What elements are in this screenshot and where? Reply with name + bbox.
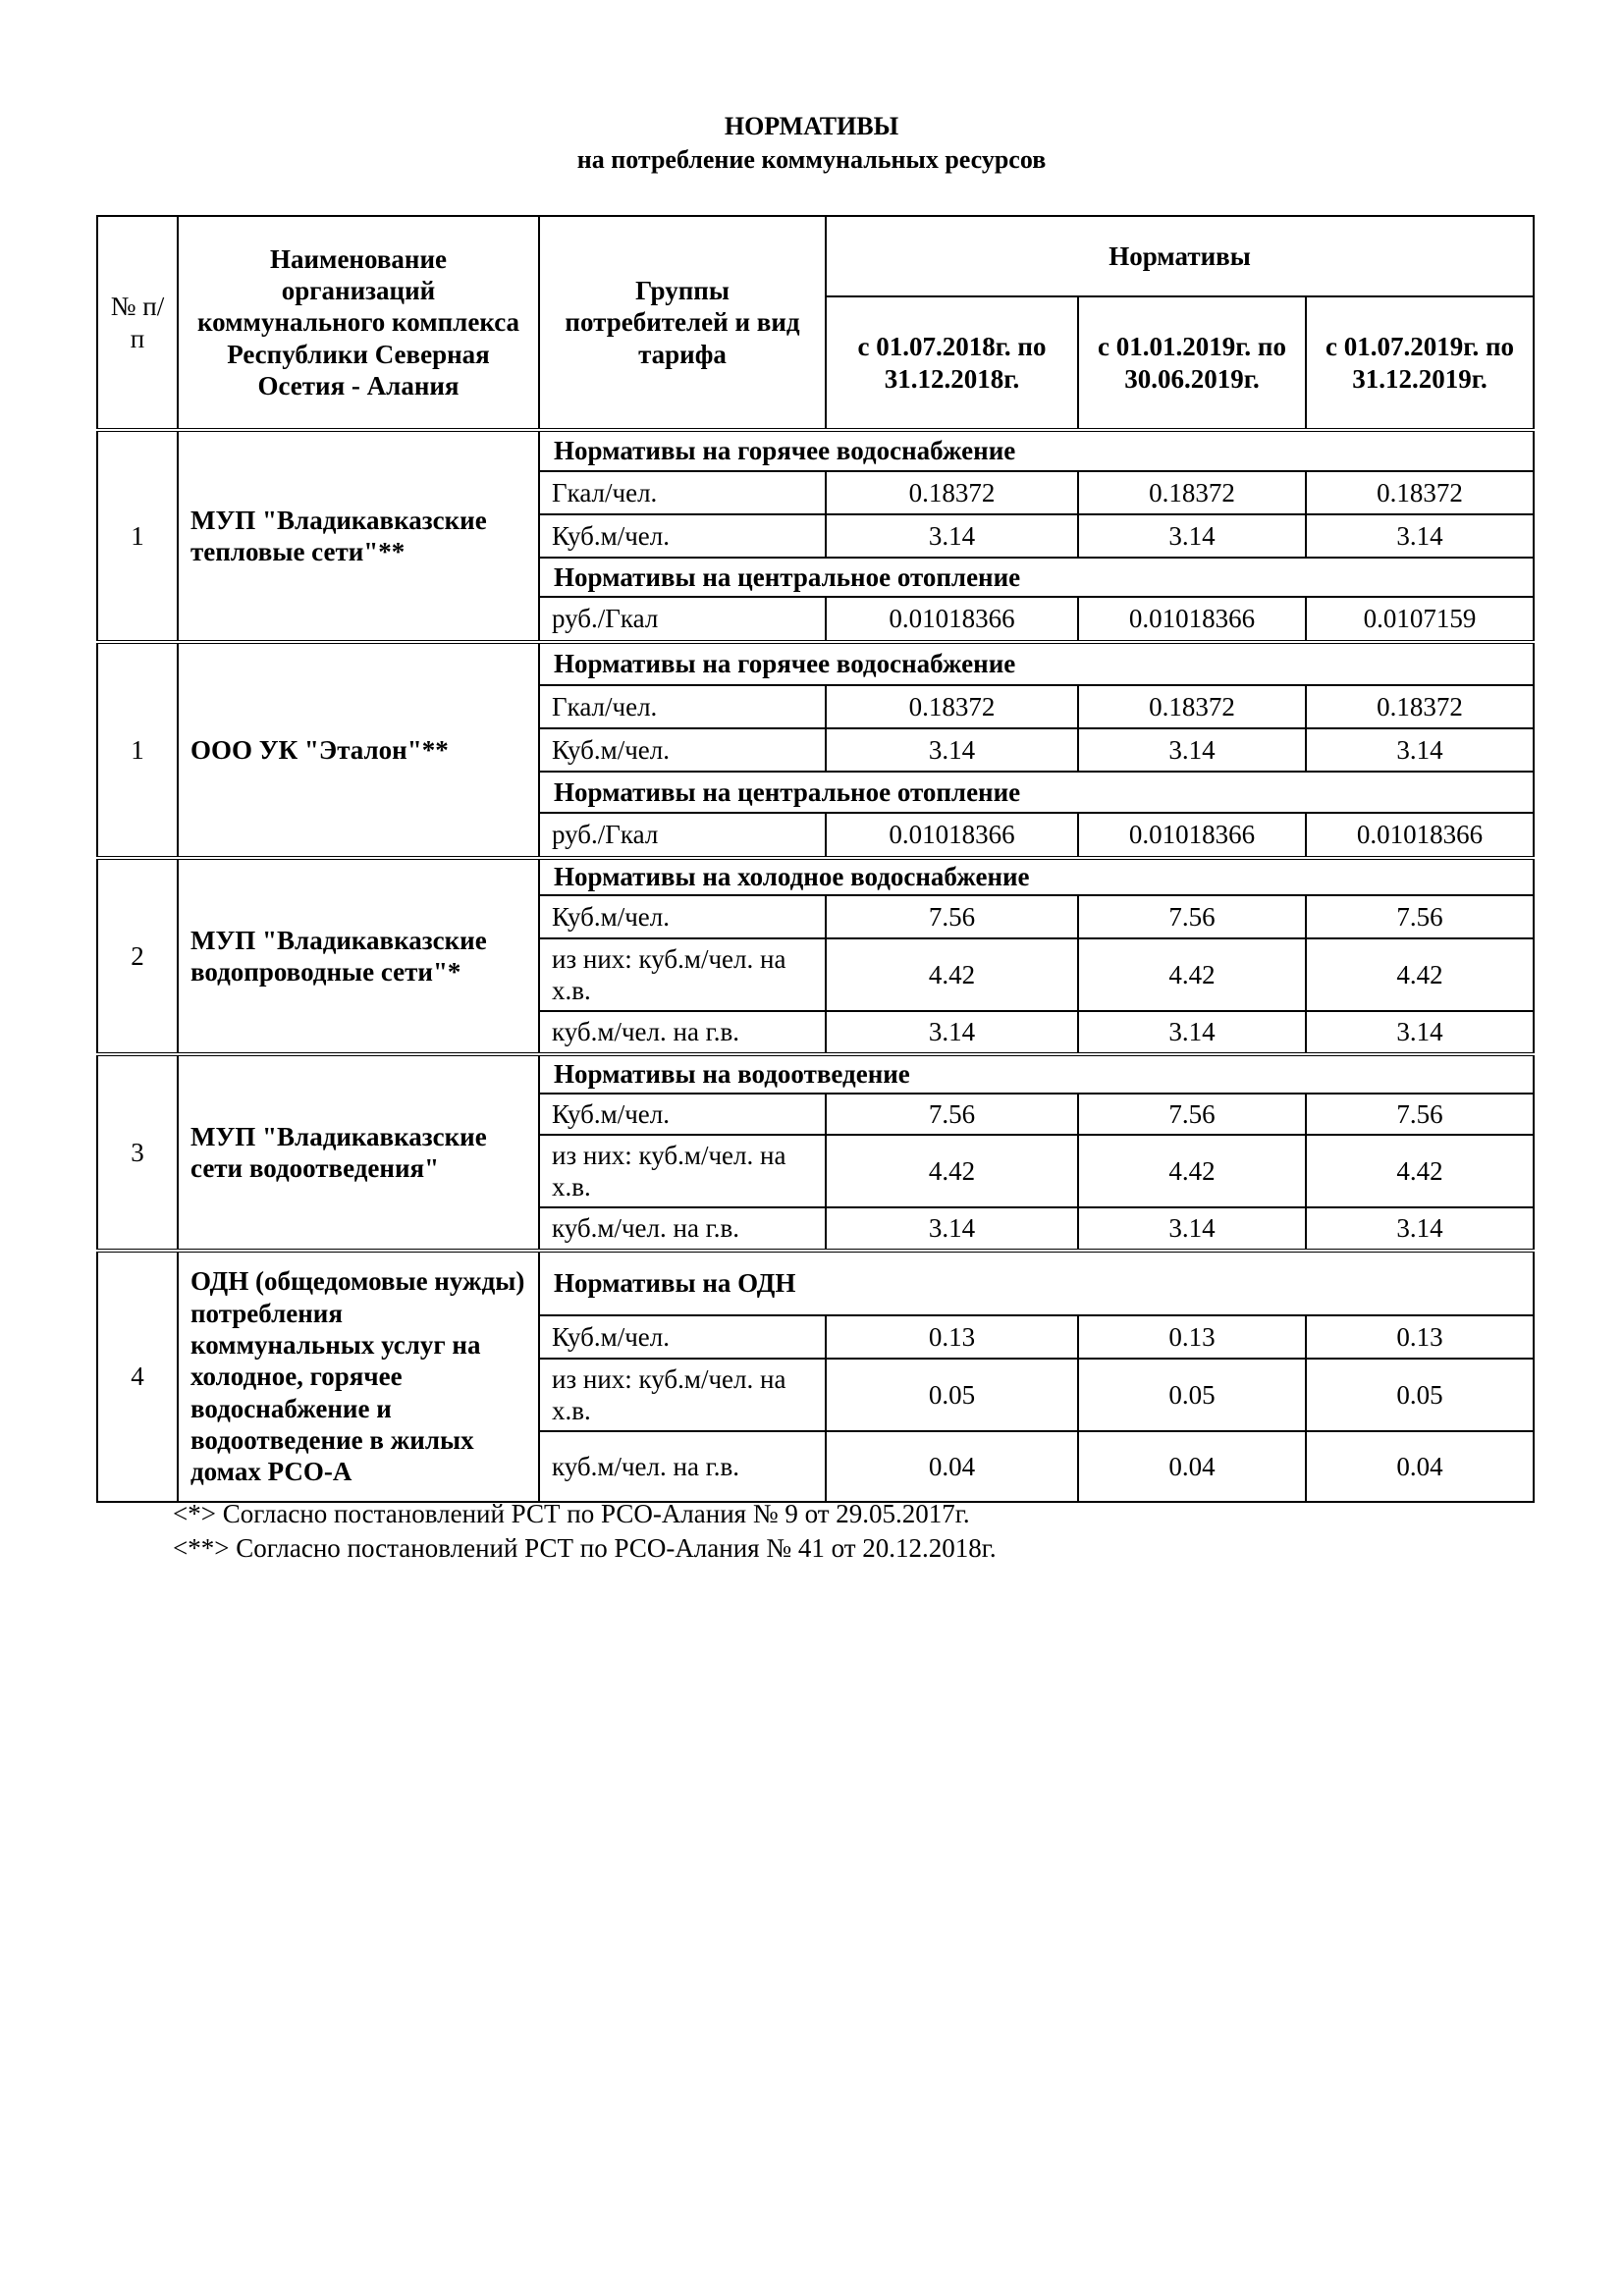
value-cell: 3.14 xyxy=(826,1207,1078,1251)
table-row xyxy=(97,642,1534,685)
value-cell: 4.42 xyxy=(1078,938,1306,1011)
value-cell: 0.01018366 xyxy=(1306,813,1534,858)
value-cell: 0.18372 xyxy=(1078,685,1306,728)
value-cell: 0.05 xyxy=(826,1359,1078,1431)
section-heading: Нормативы на горячее водоснабжение xyxy=(539,642,1534,685)
unit-cell: Куб.м/чел. xyxy=(539,1094,826,1135)
value-cell: 7.56 xyxy=(826,895,1078,938)
value-cell: 0.01018366 xyxy=(1078,597,1306,642)
value-cell: 7.56 xyxy=(826,1094,1078,1135)
row-number: 3 xyxy=(97,1054,178,1251)
unit-cell: руб./Гкал xyxy=(539,597,826,642)
unit-cell: куб.м/чел. на г.в. xyxy=(539,1431,826,1502)
value-cell: 3.14 xyxy=(826,728,1078,772)
header-period-2: с 01.01.2019г. по 30.06.2019г. xyxy=(1078,296,1306,430)
header-period-1: с 01.07.2018г. по 31.12.2018г. xyxy=(826,296,1078,430)
table-row xyxy=(97,1054,1534,1094)
value-cell: 0.04 xyxy=(1078,1431,1306,1502)
table-row xyxy=(97,430,1534,471)
value-cell: 3.14 xyxy=(1078,1011,1306,1054)
value-cell: 0.13 xyxy=(1306,1315,1534,1359)
value-cell: 0.13 xyxy=(1078,1315,1306,1359)
value-cell: 0.18372 xyxy=(826,471,1078,514)
value-cell: 7.56 xyxy=(1078,1094,1306,1135)
value-cell: 3.14 xyxy=(1306,1011,1534,1054)
unit-cell: Куб.м/чел. xyxy=(539,514,826,558)
value-cell: 7.56 xyxy=(1306,895,1534,938)
value-cell: 4.42 xyxy=(1306,938,1534,1011)
value-cell: 0.04 xyxy=(1306,1431,1534,1502)
row-number: 2 xyxy=(97,858,178,1054)
value-cell: 3.14 xyxy=(826,1011,1078,1054)
org-name: ООО УК "Эталон"** xyxy=(178,642,539,858)
section-heading: Нормативы на горячее водоснабжение xyxy=(539,430,1534,471)
value-cell: 3.14 xyxy=(826,514,1078,558)
org-name: МУП "Владикавказские сети водоотведения" xyxy=(178,1054,539,1251)
section-heading: Нормативы на водоотведение xyxy=(539,1054,1534,1094)
value-cell: 0.05 xyxy=(1078,1359,1306,1431)
section-heading: Нормативы на ОДН xyxy=(539,1251,1534,1315)
unit-cell: Куб.м/чел. xyxy=(539,728,826,772)
value-cell: 4.42 xyxy=(1078,1135,1306,1207)
value-cell: 4.42 xyxy=(826,1135,1078,1207)
row-number: 4 xyxy=(97,1251,178,1502)
unit-cell: руб./Гкал xyxy=(539,813,826,858)
value-cell: 0.18372 xyxy=(1078,471,1306,514)
value-cell: 0.01018366 xyxy=(826,813,1078,858)
value-cell: 3.14 xyxy=(1306,728,1534,772)
section-heading: Нормативы на холодное водоснабжение xyxy=(539,858,1534,895)
value-cell: 0.04 xyxy=(826,1431,1078,1502)
value-cell: 3.14 xyxy=(1306,1207,1534,1251)
unit-cell: куб.м/чел. на г.в. xyxy=(539,1011,826,1054)
section-heading: Нормативы на центральное отопление xyxy=(539,558,1534,597)
header-group: Группы потребителей и вид тарифа xyxy=(539,216,826,430)
unit-cell: Гкал/чел. xyxy=(539,685,826,728)
section-heading: Нормативы на центральное отопление xyxy=(539,772,1534,813)
row-number: 1 xyxy=(97,430,178,642)
value-cell: 3.14 xyxy=(1078,1207,1306,1251)
value-cell: 0.05 xyxy=(1306,1359,1534,1431)
header-period-3: с 01.07.2019г. по 31.12.2019г. xyxy=(1306,296,1534,430)
value-cell: 0.0107159 xyxy=(1306,597,1534,642)
footnote: <**> Согласно постановлений РСТ по РСО-Алания № 41 от 20.12.2018г. xyxy=(173,1533,997,1563)
norms-table xyxy=(96,215,1535,1503)
value-cell: 0.18372 xyxy=(826,685,1078,728)
value-cell: 7.56 xyxy=(1078,895,1306,938)
org-name: МУП "Владикавказские водопроводные сети"* xyxy=(178,858,539,1054)
footnote: <*> Согласно постановлений РСТ по РСО-Алания № 9 от 29.05.2017г. xyxy=(173,1499,970,1528)
unit-cell: из них: куб.м/чел. на х.в. xyxy=(539,938,826,1011)
table-row xyxy=(97,1251,1534,1315)
org-name: МУП "Владикавказские тепловые сети"** xyxy=(178,430,539,642)
page-subtitle: на потребление коммунальных ресурсов xyxy=(576,145,1047,174)
value-cell: 0.13 xyxy=(826,1315,1078,1359)
value-cell: 0.18372 xyxy=(1306,685,1534,728)
table-row xyxy=(97,858,1534,895)
page-title: НОРМАТИВЫ xyxy=(724,112,899,140)
value-cell: 0.01018366 xyxy=(826,597,1078,642)
unit-cell: из них: куб.м/чел. на х.в. xyxy=(539,1135,826,1207)
value-cell: 0.01018366 xyxy=(1078,813,1306,858)
value-cell: 7.56 xyxy=(1306,1094,1534,1135)
unit-cell: Куб.м/чел. xyxy=(539,1315,826,1359)
unit-cell: из них: куб.м/чел. на х.в. xyxy=(539,1359,826,1431)
unit-cell: Куб.м/чел. xyxy=(539,895,826,938)
value-cell: 4.42 xyxy=(826,938,1078,1011)
unit-cell: куб.м/чел. на г.в. xyxy=(539,1207,826,1251)
header-num: № п/п xyxy=(97,216,178,430)
value-cell: 3.14 xyxy=(1078,728,1306,772)
value-cell: 3.14 xyxy=(1306,514,1534,558)
value-cell: 4.42 xyxy=(1306,1135,1534,1207)
org-name: ОДН (общедомовые нужды) потребления коммунальных услуг на холодное, горячее водоснабжение и водоотведение в жилых домах РСО-А xyxy=(178,1251,539,1502)
value-cell: 0.18372 xyxy=(1306,471,1534,514)
header-norms: Нормативы xyxy=(826,216,1534,296)
header-row xyxy=(97,216,1534,296)
unit-cell: Гкал/чел. xyxy=(539,471,826,514)
row-number: 1 xyxy=(97,642,178,858)
header-org: Наименование организаций коммунального комплекса Республики Северная Осетия - Алания xyxy=(178,216,539,430)
value-cell: 3.14 xyxy=(1078,514,1306,558)
